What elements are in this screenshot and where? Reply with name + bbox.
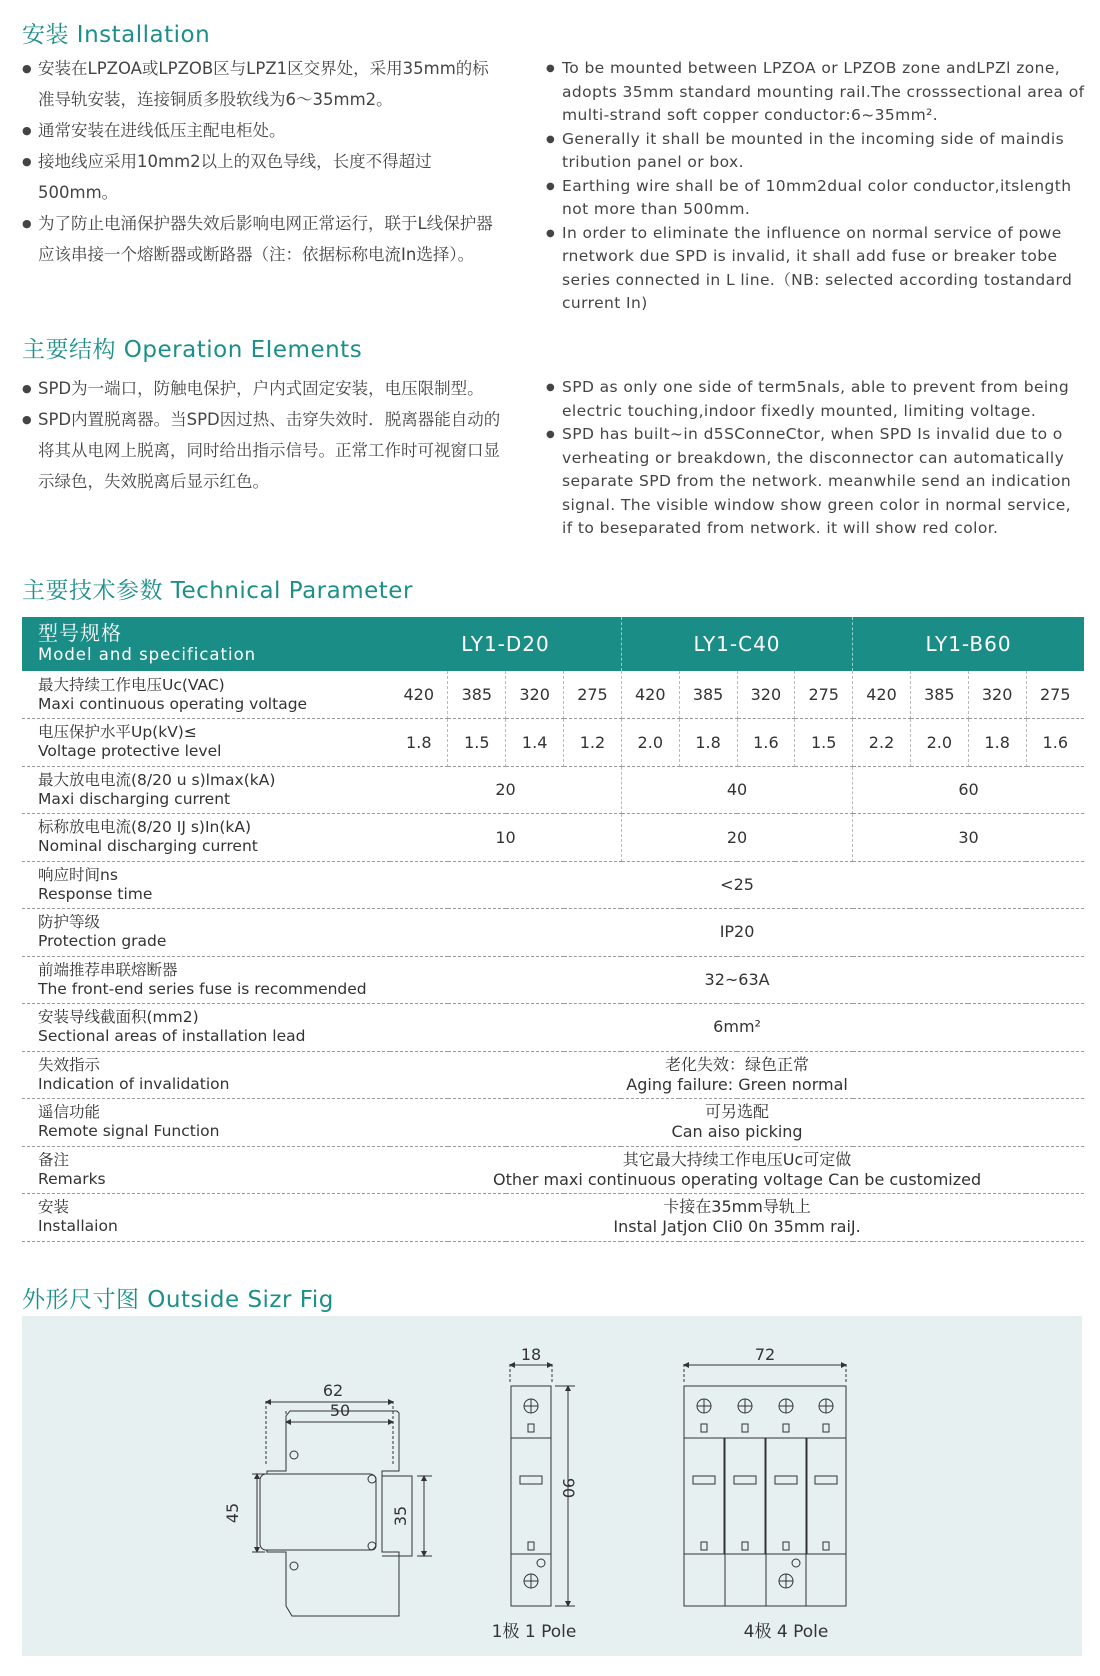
technical-title: 主要技术参数 Technical Parameter: [22, 578, 413, 604]
row-label-cn: 标称放电电流(8/20 IJ s)In(kA): [38, 818, 252, 837]
row-label-cn: 失效指示: [38, 1055, 101, 1074]
table-cell: 385: [679, 671, 737, 719]
row-label-en: Remote signal Function: [38, 1122, 220, 1141]
row-label-en: Response time: [38, 884, 153, 903]
table-cell: 275: [564, 671, 622, 719]
row-label: [22, 1004, 390, 1052]
table-row: [22, 1146, 1084, 1194]
row-label-cn: 备注: [38, 1150, 70, 1169]
operation-cn-list: [22, 373, 502, 497]
cell-text-cn: 老化失效：绿色正常: [665, 1054, 810, 1074]
row-label-cn: 安装: [38, 1198, 70, 1217]
dim-label: 62: [322, 1381, 344, 1400]
table-cell: 420: [621, 671, 679, 719]
table-row: [22, 719, 1084, 767]
table-cell: 10: [390, 814, 621, 862]
table-cell: 60: [853, 766, 1084, 814]
table-cell: 1.4: [506, 719, 564, 767]
table-cell: 32~63A: [390, 956, 1084, 1004]
header-label-en: Model and specification: [38, 645, 257, 664]
list-item: ● SPD has built~in d5SConneCtor, when SPD Is invalid due to o verheating or breakdown, the disconnector can automatically separate SPD from the network. meanwhile send an indication signal. The visible window show green color in normal service, if to beseparated from network. it will show red color.: [546, 423, 1086, 541]
dim-label: 90: [559, 1477, 578, 1499]
table-cell: [390, 1146, 1084, 1194]
parameter-table: [22, 617, 1084, 1242]
table-cell: IP20: [390, 909, 1084, 957]
row-label-cn: 前端推荐串联熔断器: [38, 960, 178, 979]
table-cell: 1.8: [679, 719, 737, 767]
table-cell: 20: [390, 766, 621, 814]
table-cell: 1.6: [1026, 719, 1084, 767]
header-label-cn: 型号规格: [38, 621, 122, 645]
row-label: [22, 909, 390, 957]
cell-text-en: Can aiso picking: [671, 1122, 803, 1142]
dimension-drawing: [22, 1316, 1082, 1656]
table-cell: [390, 1051, 1084, 1099]
table-row: [22, 909, 1084, 957]
four-pole-view: [684, 1364, 846, 1606]
table-cell: 2.0: [910, 719, 968, 767]
table-cell: 420: [390, 671, 448, 719]
row-label: [22, 1099, 390, 1147]
row-label: [22, 766, 390, 814]
dimension-figure: [22, 1316, 1082, 1656]
table-cell: 1.8: [968, 719, 1026, 767]
table-cell: [390, 1099, 1084, 1147]
outside-title: 外形尺寸图 Outside Sizr Fig: [22, 1287, 334, 1313]
row-label-cn: 遥信功能: [38, 1103, 101, 1122]
list-item: ● SPD as only one side of term5nals, able to prevent from being electric touching,indoor fixedly mounted, limiting voltage.: [546, 376, 1086, 423]
table-row: [22, 1004, 1084, 1052]
table-row: [22, 956, 1084, 1004]
row-label: [22, 861, 390, 909]
table-cell: 2.0: [621, 719, 679, 767]
table-cell: 385: [448, 671, 506, 719]
table-cell: 20: [621, 814, 852, 862]
cell-text-en: Aging failure: Green normal: [626, 1074, 848, 1094]
row-label-en: Sectional areas of installation lead: [38, 1027, 306, 1046]
table-row: [22, 766, 1084, 814]
row-label: [22, 1051, 390, 1099]
cell-text-en: Other maxi continuous operating voltage Can be customized: [492, 1169, 982, 1189]
row-label-en: Nominal discharging current: [38, 837, 258, 856]
list-item: ● Generally it shall be mounted in the incoming side of maindis tribution panel or box.: [546, 128, 1086, 175]
model-header: LY1-D20: [390, 617, 621, 671]
table-cell: 275: [1026, 671, 1084, 719]
list-item: ● In order to eliminate the influence on normal service of powe rnetwork due SPD is invalid, it shall add fuse or breaker tobe series connected in L line.（NB: selected according tostandard current In): [546, 222, 1086, 316]
table-cell: 1.5: [795, 719, 853, 767]
list-item: ● 接地线应采用10mm2以上的双色导线，长度不得超过500mm。: [22, 146, 502, 208]
row-label: [22, 719, 390, 767]
row-label-en: Remarks: [38, 1169, 106, 1188]
operation-en-list: [546, 376, 1086, 541]
table-cell: 320: [506, 671, 564, 719]
table-row: [22, 1051, 1084, 1099]
pole1-caption: 1极 1 Pole: [491, 1622, 577, 1642]
dim-label: 35: [391, 1505, 410, 1527]
table-cell: 275: [795, 671, 853, 719]
installation-cn-list: [22, 53, 502, 270]
table-cell: 6mm²: [390, 1004, 1084, 1052]
installation-title: 安装 Installation: [22, 22, 211, 48]
cell-text-cn: 其它最大持续工作电压Uc可定做: [622, 1149, 852, 1169]
table-cell: [390, 1194, 1084, 1242]
table-cell: 385: [910, 671, 968, 719]
row-label-cn: 安装导线截面积(mm2): [38, 1008, 199, 1027]
row-label: [22, 1194, 390, 1242]
table-cell: 30: [853, 814, 1084, 862]
table-cell: 320: [968, 671, 1026, 719]
row-label-en: Voltage protective level: [38, 742, 222, 761]
dim-label: 72: [754, 1345, 776, 1364]
table-cell: 1.8: [390, 719, 448, 767]
list-item: ● 通常安装在进线低压主配电柜处。: [22, 115, 502, 146]
table-row: [22, 671, 1084, 719]
row-label-cn: 最大放电电流(8/20 u s)lmax(kA): [38, 770, 276, 789]
dim-label: 50: [329, 1401, 351, 1420]
list-item: ● SPD为一端口，防触电保护，户内式固定安装，电压限制型。: [22, 373, 502, 404]
row-label-en: Installaion: [38, 1217, 118, 1236]
cell-text-cn: 可另选配: [705, 1102, 770, 1122]
header-label: [22, 617, 390, 671]
row-label-cn: 防护等级: [38, 913, 101, 932]
dim-label: 18: [520, 1345, 542, 1364]
table-row: [22, 861, 1084, 909]
table-row: [22, 1194, 1084, 1242]
list-item: ● 为了防止电涌保护器失效后影响电网正常运行，联于L线保护器应该串接一个熔断器或断路器（注：依据标称电流In选择）。: [22, 208, 502, 270]
table-cell: 1.2: [564, 719, 622, 767]
cell-text-en: Instal Jatjon CIi0 0n 35mm raiJ.: [613, 1217, 861, 1237]
model-header: LY1-C40: [621, 617, 852, 671]
row-label-cn: 响应时间ns: [38, 865, 118, 884]
row-label-en: Protection grade: [38, 932, 167, 951]
model-header: LY1-B60: [853, 617, 1084, 671]
list-item: ● Earthing wire shall be of 10mm2dual color conductor,itslength not more than 500mm.: [546, 175, 1086, 222]
table-cell: <25: [390, 861, 1084, 909]
row-label: [22, 671, 390, 719]
cell-text-cn: 卡接在35mm导轨上: [663, 1197, 811, 1217]
operation-title: 主要结构 Operation EIements: [22, 337, 363, 363]
table-cell: 40: [621, 766, 852, 814]
table-cell: 1.5: [448, 719, 506, 767]
table-header: [22, 617, 1084, 671]
installation-en-list: [546, 57, 1086, 316]
list-item: ● To be mounted between LPZOA or LPZOB zone andLPZl zone, adopts 35mm standard mounting raiI.The crosssectional area of multi-strand soft copper conductor:6~35mm².: [546, 57, 1086, 128]
table-row: [22, 1099, 1084, 1147]
list-item: ● SPD内置脱离器。当SPD因过热、击穿失效时．脱离器能自动的将其从电网上脱离，同时给出指示信号。正常工作时可视窗口显示绿色，失效脱离后显示红色。: [22, 404, 502, 497]
row-label-en: The front-end series fuse is recommended: [38, 979, 367, 998]
row-label-en: Maxi continuous operating voltage: [38, 694, 308, 713]
row-label-cn: 电压保护水平Up(kV)≤: [38, 723, 197, 742]
row-label: [22, 814, 390, 862]
table-cell: 1.6: [737, 719, 795, 767]
row-label: [22, 1146, 390, 1194]
list-item: ● 安装在LPZOA或LPZOB区与LPZ1区交界处，采用35mm的标准导轨安装，连接铜质多股软线为6～35mm2。: [22, 53, 502, 115]
table-row: [22, 814, 1084, 862]
row-label-en: Maxi discharging current: [38, 789, 231, 808]
row-label-cn: 最大持续工作电压Uc(VAC): [38, 675, 225, 694]
dim-label: 45: [223, 1502, 242, 1524]
row-label: [22, 956, 390, 1004]
pole4-caption: 4极 4 Pole: [743, 1622, 829, 1642]
row-label-en: Indication of invalidation: [38, 1074, 230, 1093]
table-cell: 320: [737, 671, 795, 719]
table-cell: 2.2: [853, 719, 911, 767]
table-cell: 420: [853, 671, 911, 719]
